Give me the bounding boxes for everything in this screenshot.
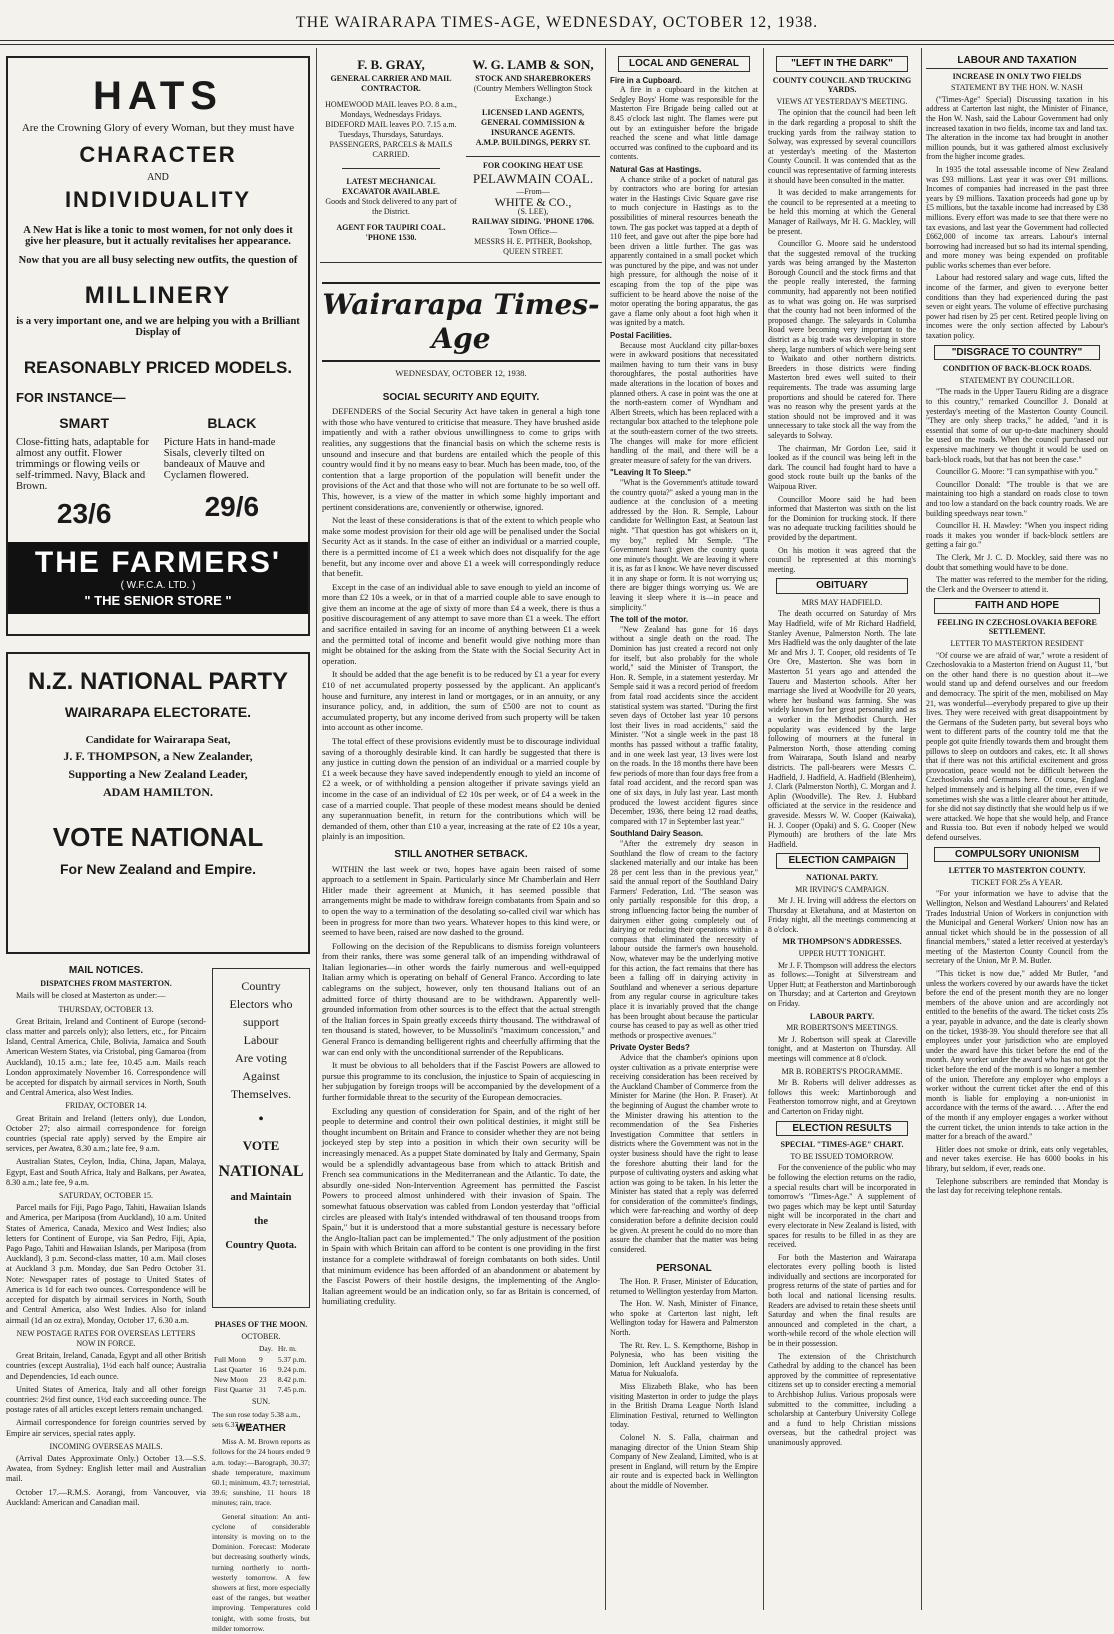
- local-and-general-column: [610, 52, 758, 1610]
- paragraph: Not the least of these considerations is that of the extent to which people who make some modest provision for their old age will be penalised under the Social Security Act as it stands. In the case of either an individual or a married couple, there is a permitted income of £1 a week which does not disqualify for the age benefit, but any income over and above £1 a week will correspondingly reduce that benefit.: [322, 515, 600, 579]
- section-subtitle: STATEMENT BY THE HON. W. NASH: [951, 83, 1083, 93]
- section-subtitle: DISPATCHES FROM MASTERTON.: [40, 979, 172, 989]
- ad-title: HATS: [93, 74, 223, 118]
- ad-heading: CHARACTER: [79, 142, 237, 167]
- ad-heading: PELAWMAIN COAL.: [472, 171, 594, 186]
- section-title: PHASES OF THE MOON.: [214, 1320, 308, 1329]
- ad-text: Are the Crowning Glory of every Woman, but they must have: [21, 122, 295, 134]
- ad-text: NATIONAL: [218, 1163, 304, 1180]
- ad-heading: N.Z. NATIONAL PARTY: [28, 668, 288, 695]
- paragraph: Miss Elizabeth Blake, who has been visiting Masterton in order to judge the plays in the British Drama League North Island Elimination Festival, returned to Wellington today.: [610, 1381, 758, 1430]
- paragraph: WITHIN the last week or two, hopes have again been raised of some approach to a settlement in Spain. Particularly since Mr Chamberlain and Herr Hitler made their agreement at Munich, it has seemed possible that arrangements might be made to withdraw foreign combatants from Spain and so to open the way to a termination of the desolating so-called civil war which has been in progress for more than two years. Whatever hopes to this kind were, or seemed to have been, raised are now dashed to the ground.: [322, 863, 600, 938]
- paragraph: The Rt. Rev. L. S. Kempthorne, Bishop in Polynesia, who has been visiting the Dominion, left Auckland yesterday by the Matua for Nukualofa.: [610, 1340, 758, 1379]
- paragraph: Excluding any question of consideration for Spain, and of the right of her people to determine and control their own political destinies, it might still be thought incumbent on Britain and France to consider whether they are not being jockeyed step by step into a position in which their own security will be increasingly menaced. As a puppet State dominated by Italy and Germany, Spain would be a splendidly advantageous base from which to attack British and French sea communications in the Mediterranean and the Atlantic. To date, the absurdly one-sided Non-Intervention Agreement has permitted the Fascist Powers to proceed almost unhindered with their invasion of Spain. The somewhat fatuous observation was cabled from London yesterday that "official circles are pleased with Italy's intended withdrawal of ten thousand troops from Spain," but it is understood that a more substantial gesture is necessary before the Anglo-Italian pact can be implemented." The only adjustment of the position in Spain with which Britain can afford to be content is one providing in the first instance for a complete withdrawal of foreign combatants on both sides. Until that minimum evidence has been afforded of an abandonment or abatement by the Fascist Powers of their hostile designs, the implementing of the Anglo-Italian agreement would be an indication only, so far as Britain is concerned, of humiliating credulity.: [322, 1105, 600, 1307]
- ad-text: AGENT FOR TAUPIRI COAL. 'PHONE 1530.: [336, 223, 446, 242]
- offer-title: SMART: [59, 415, 110, 431]
- paragraph: Advice that the chamber's opinions upon oyster cultivation as a private enterprise were receiving consideration has been received by the Auckland Chamber of Commerce from the Minister for Marine (the Hon. P. Fraser). At the beginning of August the chamber wrote to the Minister drawing his attention to the recommendation of the Sea Fisheries Investigation Committee that settlers in districts where the Government was not in the oyster business should have the right to lease the foreshore abutting their land for the purpose of cultivating oysters and asking what action was going to be taken. In his letter the Minister has stated that a reply was deferred for consideration of the committee's findings, which were far-reaching and worthy of deep consideration before a definite decision could be given. At present he could do no more than assure the chamber that the matter was being considered.: [610, 1052, 758, 1254]
- table-row: New Moon 23 8.42 p.m.: [214, 1375, 307, 1385]
- ad-text: STOCK AND SHAREBROKERS: [475, 74, 591, 83]
- hats-advertisement: [6, 56, 310, 636]
- table-header: Day.: [258, 1344, 273, 1354]
- sun-text: The sun rose today 5.38 a.m., sets 6.37 p.m.: [212, 1409, 301, 1429]
- ad-text: PASSENGERS, PARCELS & MAILS CARRIED.: [329, 140, 453, 159]
- ad-text: Candidate for Wairarapa Seat,: [85, 734, 231, 746]
- paragraph: Mr B. Roberts will deliver addresses as follows this week: Martinborough and Featherston tomorrow night, and at Greytown and Carterton on Friday night.: [768, 1078, 916, 1116]
- table-row: Last Quarter 16 9.24 p.m.: [214, 1364, 307, 1374]
- section-title: "DISGRACE TO COUNTRY": [934, 345, 1100, 361]
- paragraph: Councillor G. Moore said he understood that the suggested removal of the trucking yards was being arranged by the Masterton Borough Council and the stock firms and that the people really interested, the farming community, had apparently not been notified as to what was going on. He was surprised that the county had not been informed of the proposed change. The saleyards in Columba Road were becoming very important to the district as a big trade was developing in store sheep, large numbers of which were being sent to Waikato and other northern districts. Breeders in those districts were finding Masterton bred ewes well suited to their requirements. The trade was assuming large proportions and should be catered for. There was no reason why the present yards at the station should not be improved and it was unnecessary to take stock all the way from the saleyards to Solway.: [768, 239, 916, 440]
- paragraph: ("Times-Age" Special) Discussing taxation in his address at Carterton last night, the Minister of Finance, the Hon W. Nash, said the Labour Government had only increased taxation in two fields, income tax and land tax. The alteration in the income tax had brought in another million pounds, but it was gathered almost exclusively from the higher income grades.: [926, 94, 1108, 162]
- section-title: OBITUARY: [776, 578, 908, 594]
- ad-text: FOR COOKING HEAT USE: [483, 161, 583, 170]
- section-subtitle: MR THOMPSON'S ADDRESSES.: [782, 937, 902, 947]
- mail-text: Australian States, Ceylon, India, China, Japan, Malaya, Egypt, East and South Africa, Italy and Balkans, per Awatea, 8.30 a.m.; late fee, 9 a.m.: [6, 1157, 206, 1187]
- ad-text: —From—: [516, 187, 550, 196]
- paragraph: The opinion that the council had been left in the dark regarding a proposal to shift the trucking yards from the railway station to Solway, was expressed by several councillors at yesterday's meeting of the Masterton County Council. It was contended that as the council was representative of farming interests it should have been consulted in the matter.: [768, 108, 916, 185]
- ad-text: (Country Members Wellington Stock Exchange.): [473, 84, 593, 103]
- section-subtitle: COUNTY COUNCIL AND TRUCKING YARDS.: [772, 75, 912, 95]
- masthead-rule: [0, 40, 1114, 41]
- ad-text: Country: [241, 979, 281, 993]
- ad-text: A.M.P. BUILDINGS, PERRY ST.: [475, 138, 591, 147]
- ad-heading: REASONABLY PRICED MODELS.: [23, 358, 293, 377]
- lamb-advertisement: [466, 56, 600, 148]
- national-party-advertisement: [6, 652, 310, 954]
- column-divider: [763, 48, 764, 1610]
- offer-text: Close-fitting hats, adaptable for almost any outfit. Flower trimmings or flowing veils or self-trimmed. Navy, Black and Brown.: [16, 437, 149, 492]
- labour-and-taxation-column: [926, 52, 1108, 1610]
- coal-advertisement: [466, 156, 600, 261]
- masthead-rule-2: [0, 44, 1114, 45]
- ad-text: ADAM HAMILTON.: [102, 785, 213, 799]
- left-in-the-dark-column: [768, 52, 916, 1610]
- paragraph: Labour had restored salary and wage cuts, lifted the income of the farmer, and given to everyone better conditions than they had experienced during the past seven or eight years. The volume of effective purchasing power had risen by 25 per cent. Retired people living on incomes were the only section affected by Labour's taxation policy.: [926, 273, 1108, 341]
- mail-text: (Arrival Dates Approximate Only.) October 13.—S.S. Awatea, from Sydney: English letter mail and Australian mail.: [6, 1453, 206, 1484]
- ad-text: RAILWAY SIDING. 'PHONE 1706.: [471, 217, 595, 226]
- paragraph: Mr J. H. Irving will address the electors on Thursday at Eketahuna, and at Masterton on Friday night, all the meetings commencing at 8 o'clock.: [768, 896, 916, 934]
- ad-heading: F. B. GRAY,: [357, 57, 425, 72]
- offer-text: Picture Hats in hand-made Sisals, cleverly tilted on bandeaux of Mauve and Cyclamen flowered.: [163, 437, 276, 481]
- paragraph: The Hon. P. Fraser, Minister of Education, returned to Wellington yesterday from Marton.: [610, 1277, 758, 1296]
- paragraph: "New Zealand has gone for 16 days without a single death on the road. The Dominion has just created a record not only for itself, but also probably for the whole world," said the Minister of Transport, the Hon. R. Semple, in a statement yesterday. Mr Semple said it was a record period of freedom from fatal road accidents since the accident statistical system was started. "During the first seven days of October last year 10 persons lost their lives in road accidents," said the Minister. "Not a single week in the past 18 months has passed without a traffic fatality, and in one week last year, 13 lives were lost on the roads. In the 18 months there have been few periods of more than four days free from a fatal road accident, and the record span was one of six days, in July last year. Last month produced the lowest accident figures since December, 1936, there being 12 road deaths, compared with 17 in September last year.": [610, 624, 758, 826]
- section-subtitle: CONDITION OF BACK-BLOCK ROADS.: [942, 364, 1092, 374]
- paragraph: Telephone subscribers are reminded that Monday is the last day for receiving telephone rentals.: [926, 1176, 1108, 1196]
- ad-text: HOMEWOOD MAIL leaves P.O. 8 a.m., Mondays, Wednesdays Fridays.: [325, 100, 457, 119]
- section-title: LOCAL AND GENERAL: [618, 56, 750, 72]
- ad-offers: [16, 409, 300, 530]
- store-sub: ( W.F.C.A. LTD. ): [120, 580, 196, 591]
- section-subtitle: MR IRVING'S CAMPAIGN.: [795, 884, 889, 894]
- section-subtitle: MR ROBERTSON'S MEETINGS.: [786, 1023, 898, 1033]
- mail-text: United States of America, Italy and all other foreign countries: 2½d first ounce, 1½d each succeeding ounce. The postage rates of all articles except letters remain unchanged.: [6, 1384, 206, 1415]
- section-title: LABOUR AND TAXATION: [926, 56, 1108, 69]
- ad-text: A New Hat is like a tonic to most women, for not only does it give her pleasure, but it actually revitalises her appearance.: [23, 225, 293, 247]
- ad-text: LICENSED LAND AGENTS, GENERAL COMMISSION & INSURANCE AGENTS.: [480, 108, 585, 137]
- ad-text: is a very important one, and we are helping you with a Brilliant Display of: [16, 316, 300, 338]
- section-title: COMPULSORY UNIONISM: [934, 847, 1100, 863]
- mail-text: Mails will be closed at Masterton as under:—: [16, 991, 166, 1001]
- column-divider: [921, 48, 922, 1610]
- paragraph: Councillor G. Moore: "I can sympathise with you.": [936, 467, 1098, 477]
- paragraph: The death occurred on Saturday of Mrs May Hadfield, wife of Mr Richard Hadfield, Stanley Avenue, Palmerston North. The late Mrs Hadfield was the only daughter of the late Mr and Mrs J. T. Cooper, old residents of Te Ore Ore, Masterton. She was born in Masterton 51 years ago and attended the Taueru and Masterton schools. After her marriage she lived at Woodville for 20 years, where her husband was farming. She was widely known for her great personality and as a worker in the Methodist Church. Her popularity was evidenced by the large following of mourners at the funeral in Palmerston North, those attending coming from Wairarapa, South Island and nearby districts. The pall-bearers were Messrs C. Hadfield, J. Hadfield, A. Hadfield (Blenheim), J. Clark (Palmerston North), C. Morgan and J. Aplin (Woodville). The Rev. J. Hubbard officiated at the service in the residence and graveside. Messrs W. W. Cooper (Kaiwaka), H. J. Cooper (Opaki) and S. G. Cooper (New Plymouth) are brothers of the late Mrs Hadfield.: [768, 609, 916, 849]
- ad-text: J. F. THOMPSON, a New Zealander,: [63, 749, 253, 763]
- ad-text: MESSRS H. E. PITHER, Bookshop, QUEEN STREET.: [474, 237, 592, 256]
- section-subtitle: SPECIAL "TIMES-AGE" CHART.: [780, 1140, 904, 1150]
- ad-text: Against: [242, 1069, 280, 1083]
- paragraph: Colonel N. S. Falla, chairman and managing director of the Union Steam Ship Company of New Zealand, Limited, who is at present in England, will return by the Empire air route and is expected back in Wellington about the middle of November.: [610, 1432, 758, 1490]
- ad-text: the: [254, 1216, 268, 1227]
- paragraph: Following on the decision of the Republicans to dismiss foreign volunteers from their ranks, there was some general talk of an impending withdrawal of Italian legionaries—in other words the fairly numerous and well-equipped Italian army which is operating on behalf of General Franco. According to late cablegrams on the subject, however, only ten thousand Italians out of an admitted force of thirty thousand are to be withdrawn. Apparently well-grounded information from other sources is to the effect that the actual strength of the Italian forces in Spain greatly exceeds thirty thousand. The withdrawal of ten thousand is stated, however, to be Mussolini's "maximum concession," and General Franco is demanding belligerent rights and cheerfully affirming that the war can end only with the unconditional surrender of the Republicans.: [322, 940, 600, 1057]
- paragraph: Mr J. F. Thompson will address the electors as follows:—Tonight at Silverstream and Upper Hutt; at Featherston and Martinborough on Thursday; and at Carterton and Greytown on Friday.: [768, 960, 916, 1009]
- ad-text: Goods and Stock delivered to any part of the District.: [325, 197, 457, 216]
- paragraph: The matter was referred to the member for the riding, the Clerk and the Overseer to attend it.: [926, 575, 1108, 594]
- item-heading: Natural Gas at Hastings.: [610, 164, 702, 174]
- mail-text: October 17.—R.M.S. Aorangi, from Vancouver, via Auckland: American and Canadian mail.: [6, 1487, 206, 1507]
- ad-text: Town Office—: [508, 227, 558, 236]
- paragraph: A fire in a cupboard in the kitchen at Sedgley Boys' Home was responsible for the Masterton Fire Brigade being called out at 8.45 o'clock last night. The flames were put out by an extinguisher before the brigade reached the scene and what little damage occurred was confined to the cupboard and its contents.: [610, 85, 758, 162]
- editorial-heading: SOCIAL SECURITY AND EQUITY.: [382, 391, 540, 403]
- section-subtitle: VIEWS AT YESTERDAY'S MEETING.: [776, 96, 908, 106]
- ad-text: Themselves.: [230, 1087, 292, 1101]
- item-heading: The toll of the motor.: [610, 615, 689, 625]
- column-divider: [316, 48, 317, 1610]
- item-heading: Postal Facilities.: [610, 331, 672, 341]
- section-title: FAITH AND HOPE: [934, 598, 1100, 614]
- ad-subheading: WAIRARAPA ELECTORATE.: [64, 704, 252, 720]
- editorial-column: [322, 268, 600, 1610]
- ad-heading: INDIVIDUALITY: [64, 187, 252, 212]
- section-subtitle: TICKET FOR 25s A YEAR.: [971, 877, 1063, 887]
- masthead: THE WAIRARAPA TIMES-AGE, WEDNESDAY, OCTOBER 12, 1938.: [295, 14, 819, 31]
- ad-text: For New Zealand and Empire.: [59, 861, 257, 877]
- section-title: WEATHER: [236, 1423, 286, 1434]
- section-subtitle: INCREASE IN ONLY TWO FIELDS: [952, 71, 1082, 81]
- paragraph: "This ticket is now due," added Mr Butler, "and unless the workers covered by our awards have the ticket before the end of the present month they are no longer members of the above union and are accordingly not entitled to the benefits of the award. The ticket costs 25s a year, payable in advance, and the date is clearly shown on the ticket, 1938-39. You should therefore see that all employees under your jurisdiction who are employed under the award have this ticket before the end of the month. Any worker under the award who has not got the ticket before the end of the month is no longer a member of the union. Therefore any employer who employs a worker without the current ticket after the end of this month is liable for employing a non-unionist in accordance with the terms of the award. . . . After the end of the month if any employer engages a worker without the current ticket, the union intends to take action in the matter for a breach of the award.": [926, 969, 1108, 1142]
- item-heading: Fire in a Cupboard.: [610, 75, 682, 85]
- bullet-icon: •: [258, 1111, 264, 1128]
- ad-text: FOR INSTANCE—: [16, 390, 126, 405]
- paragraph: The chairman, Mr Gordon Lee, said it looked as if the council was being left in the dark. The council had fought hard to have a good stock route built up the banks of the Waipoua River.: [768, 443, 916, 491]
- weather-text: General situation: An anti-cyclone of considerable intensity is moving on to the Dominion. Forecast: Moderate but decreasing southerly winds, turning northerly to north-westerly tomorrow. A few showers at first, more especially east of the ranges, but weather improving. Temperatures cold tonight, with some frosts, but milder tomorrow.: [212, 1511, 310, 1633]
- item-heading: "Leaving It To Sleep.": [610, 468, 691, 478]
- weather-text: Miss A. M. Brown reports as follows for the 24 hours ended 9 a.m. today:—Barograph, 30.37; shade temperature, maximum 60.1; minimum, 43.7; terrestrial, 39.6; sunshine, 11 hours 18 minutes; rain, trace.: [212, 1437, 310, 1508]
- section-subtitle: LETTER TO MASTERTON RESIDENT: [950, 639, 1084, 649]
- offer-black: [164, 409, 300, 530]
- ad-heading: W. G. LAMB & SON,: [472, 57, 594, 72]
- section-subtitle: NATIONAL PARTY.: [805, 872, 879, 882]
- paragraph: "What is the Government's attitude toward the country quota?" asked a young man in the audience at the conclusion of a meeting addressed by the Hon. R. Semple, Labour candidate for Wellington East, at Seatoun last night. "That question has got whiskers on it, my boy," replied Mr Semple. "The Government hasn't given the country quota one minute's thought. We are leaving it where it is, as far as I know. We have never discussed it in any shape or form. It is not worrying us; there are bigger things worrying us. We are leaving it sleep where it is—in peace and simplicity.": [610, 477, 758, 612]
- section-title: "LEFT IN THE DARK": [776, 56, 908, 72]
- paragraph: "Of course we are afraid of war," wrote a resident of Czechoslovakia to a Masterton friend on August 11, "but on the other hand there is no question about it—we would stand up and defend ourselves and our freedom and democracy. The spirit of the men, mobilised on May 21, was wonderful—everybody prepared to give up their lives. They were received with great disappointment by the Germans of the Sudeten party, but several boys who went to different parts of the country told me that the people got quite friendly towards them and brought them pillows to sleep on outdoors and cakes, etc. It all shows that if there was not this artificial excitement and gross provocation, peace would not be difficult between the Czechoslovaks and Germans here. Of course, England helped immensely and is helping all the time, even if we sometimes wish she was a little clearer about her attitude, for she did not say distinctly that she would help us if we were attacked. We hope that she would help, and France and Russia too. But even if nobody helped we would defend ourselves.: [926, 650, 1108, 842]
- paragraph: Hitler does not smoke or drink, eats only vegetables, and never takes exercise. He has 6000 books in his library, but seldom, if ever, reads one.: [926, 1144, 1108, 1173]
- paragraph: It should be added that the age benefit is to be reduced by £1 a year for every £10 of net accumulated property possessed by the applicant. An applicant's house and furniture, any interest in land or mortgages, or in an annuity, or any insurance policy, and, in addition, the sum of £500 are not to count as accumulated property, but any income derived from such property will be taken into account as other income.: [322, 669, 600, 733]
- paragraph: "For your information we have to advise that the Wellington, Nelson and Westland Labourers' and Related Trades Industrial Union of Workers in conjunction with the Municipal and General Workers' Union now has an annual ticket which should be in the possession of all financial members," stated a letter received at yesterday's meeting of the Masterton County Council from the secretary of the Union, Mr P. M. Butler.: [926, 889, 1108, 966]
- offer-price: 29/6: [204, 491, 260, 522]
- paragraph: It must be obvious to all beholders that if the Fascist Powers are allowed to pursue this programme to its conclusion, the injustice to Spain of acquiescing in her subjugation by foreign troops will be accompanied by the development of a further formidable threat to the security of the European democracies.: [322, 1060, 600, 1102]
- section-subtitle: FEELING IN CZECHOSLOVAKIA BEFORE SETTLEMENT.: [937, 617, 1097, 637]
- mail-text: Great Britain, Ireland, Canada, Egypt and all other British countries (except Australia), 1½d each half ounce; Australia and Dependencies, 1d each ounce.: [6, 1351, 206, 1381]
- ad-text: VOTE: [242, 1138, 280, 1153]
- ad-text: Supporting a New Zealand Leader,: [68, 767, 248, 781]
- section-title: ELECTION RESULTS: [776, 1121, 908, 1137]
- section-title: PERSONAL: [656, 1263, 712, 1275]
- section-subtitle: MRS MAY HADFIELD.: [801, 597, 883, 607]
- ad-text: support: [243, 1015, 279, 1029]
- table-row: First Quarter 31 7.45 p.m.: [214, 1385, 307, 1395]
- ad-text: AND: [147, 172, 169, 183]
- gray-advertisement: [322, 56, 460, 256]
- section-subtitle: LETTER TO MASTERTON COUNTY.: [948, 866, 1086, 876]
- paragraph: For the convenience of the public who may be following the election returns on the radio, a special results chart will be incorporated in tomorrow's "Times-Age." A supplement of two pages which may be kept until Saturday night will be incorporated in the chart and every electorate in New Zealand is listed, with spaces for results to be filled in as they are received.: [768, 1163, 916, 1250]
- section-subtitle: UPPER HUTT TONIGHT.: [798, 949, 886, 959]
- offer-smart: [16, 409, 152, 530]
- ad-text: GENERAL CARRIER AND MAIL CONTRACTOR.: [330, 74, 452, 93]
- paragraph: The total effect of these provisions evidently must be to discourage individual saving of a thoroughly desirable kind. It can hardly be suggested that there is any justice in cutting down the pension of an individual or a married couple by £1 a week because they have saved independently enough to yield an income of £2 a week, or of withholding a pension altogether if private savings yield an income in the case of an individual of £2 10s per week, or of £4 a week in the case of a married couple. That people of these modest means should be denied any superannuation benefit, in return for the contributions which will be demanded of them, other than £10 a year, increasing at the rate of £2 10s a year, plainly is an imposition.: [322, 736, 600, 842]
- paragraph: Councillor H. H. Mawley: "When you inspect riding roads it makes you wonder if back-block settlers are getting a fair go.": [926, 521, 1108, 550]
- mail-text: Parcel mails for Fiji, Pago Pago, Tahiti, Hawaiian Islands and America, per Mariposa (from Auckland), 10 a.m. United States of America, Canada, Mexico and West Indies; also letters for Continent of Europe, via San Pedro, Fiji, Apia, Pago Pago, Tahiti and Hawaiian Islands, per Mariposa (from Auckland), 3 p.m. Second-class matter, 10 a.m. Mail closes at Auckland 3 p.m. Monday, due San Pedro October 31. Note: Newspaper rates of postage to United States of America is 1d for each two ounces. Correspondence will be accepted for dispatch by airmail services in North, South and Central America, also West Indies. Also for inland airmail (1d an oz extra), Monday, October 17, 6.30 a.m.: [6, 1203, 206, 1325]
- section-subtitle: STATEMENT BY COUNCILLOR.: [959, 375, 1075, 385]
- moon-table: [212, 1344, 310, 1395]
- month-label: OCTOBER.: [241, 1332, 281, 1342]
- ad-text: Electors who: [229, 997, 293, 1011]
- table-row: Full Moon 9 5.37 p.m.: [214, 1354, 307, 1364]
- paragraph: It was decided to make arrangements for the council to be represented at a meeting to be held this morning at which the General Manager of Railways, Mr H. G. Mackley, will be present.: [768, 188, 916, 236]
- section-subtitle: MR B. ROBERTS'S PROGRAMME.: [781, 1066, 903, 1076]
- paragraph: For both the Masterton and Wairarapa electorates every polling booth is listed individually and sections are incorporated for progress returns of the state of parties and for both local and national licensing results. Readers are advised to retain these sheets until Saturday and when the final results are announced and completed in the chart, a worth-while record of the whole election will be in their possession.: [768, 1252, 916, 1349]
- paragraph: The extension of the Christchurch Cathedral by adding to the chancel has been approved by the committee of representative citizens set up to consider erecting a memorial to Archbishop Julius. Various proposals were submitted to the committee, including a scholarship at Canterbury University College and a fund to help Christian missions overseas, but the cathedral project was unanimously approved.: [768, 1351, 916, 1447]
- paragraph: "After the extremely dry season in Southland the flow of cream to the factory slackened materially and our intake has been 28 per cent less than in the previous year," said the annual report of the Southland Dairy Farmers' Federation, Ltd. "The season was only partially responsible for this drop, a strong influencing factor being the number of dairymen either going completely out of dairying or reducing their operations within a compass that eliminated the necessity of labour outside the farmer's own household. Now, whatever may be the underlying motive for this action, the fact remains that there has been a falling off in dairying activity in Southland and whenever a serious departure from any regular course in agriculture takes place it is invariably proved that the change has been brought about because the particular course has ceased to pay as well as other tried methods or prospective avenues.": [610, 838, 758, 1040]
- paragraph: DEFENDERS of the Social Security Act have taken in general a high tone with those who have ventured to criticise that measure. They have brushed aside impatiently and with a rather obvious unwillingness to come to grips with realities, any suggestions that the financial basis on which the scheme rests is unsound and insecure and that burdens are entailed which the people of this country would find it by no means easy to bear. Much has been made, too, of the contention that a large proportion of the population will benefit under the provisions of the Act and that those who will not are fortunate to be so well off. This, however, is a view of the matter in which some highly important and pertinent considerations are, conveniently or otherwise, ignored.: [322, 406, 600, 512]
- sun-label: SUN.: [251, 1397, 270, 1407]
- section-title: ELECTION CAMPAIGN: [776, 853, 908, 869]
- paragraph: "The roads in the Upper Taueru Riding are a disgrace to this country," remarked Councillor J. Donald at yesterday's meeting of the Masterton County Council. "They are only sheep tracks," he added, "and it is essential that some of our up-to-date machinery should be used on the roads. When the council purchased our expensive machinery we thought it would be used on back-block roads, but that has not been the case.": [926, 387, 1108, 464]
- column-divider: [605, 48, 606, 1610]
- ad-text: Labour: [243, 1033, 279, 1047]
- ad-text: Are voting: [235, 1051, 287, 1065]
- ad-text: Country Quota.: [225, 1240, 297, 1251]
- section-title: MAIL NOTICES.: [68, 965, 144, 976]
- mail-day: NEW POSTAGE RATES FOR OVERSEAS LETTERS NOW IN FORCE.: [16, 1328, 196, 1348]
- mail-notices: [6, 962, 206, 1610]
- newspaper-nameplate: Wairarapa Times-Age: [322, 282, 600, 362]
- ad-heading: VOTE NATIONAL: [52, 822, 264, 852]
- farmers-banner: [8, 542, 308, 614]
- mail-day: THURSDAY, OCTOBER 13.: [58, 1004, 154, 1014]
- paragraph: In 1935 the total assessable income of New Zealand was £93 millions. Last year it was over £91 millions. Incomes of companies had increased in the past three years by £9 millions. Taxation proceeds had gone up by £5 millions, but the taxable income had increased by £38 millions. Every effort was made to see that there were no tax evasions, and last year the Government had collected £662,000 of income tax arrears. Labour's internal borrowing had increased but so had its internal spending, and more money was being expended on profitable public works schemes than ever before.: [926, 164, 1108, 270]
- ad-text: BIDEFORD MAIL leaves P.O. 7.15 a.m. Tuesdays, Thursdays, Saturdays.: [325, 120, 457, 139]
- ad-text: and Maintain: [230, 1192, 292, 1203]
- ad-heading: WHITE & CO.,: [494, 195, 572, 209]
- ad-text: (S. LEE),: [517, 207, 549, 216]
- paragraph: On his motion it was agreed that the council be represented at this morning's meeting.: [768, 545, 916, 574]
- store-slogan: " THE SENIOR STORE ": [84, 593, 232, 608]
- offer-price: 23/6: [56, 498, 112, 529]
- mail-text: Airmail correspondence for foreign countries served by Empire air services, special rates apply.: [6, 1418, 206, 1438]
- issue-date: WEDNESDAY, OCTOBER 12, 1938.: [395, 368, 527, 378]
- paragraph: The Clerk, Mr J. C. D. Mockley, said there was no doubt that something would have to be done.: [926, 552, 1108, 572]
- item-heading: Private Oyster Beds?: [610, 1043, 690, 1053]
- paragraph: A chance strike of a pocket of natural gas by contractors who are boring for artesian water in the Hastings Civic Square gave rise to much conjecture in Hastings as to the possibilities of mineral resources beneath the town. The gas pocket was tapped at a depth of 110 feet, and gave out after the pipe bore had been driven a little further. The gas was apparently contained in a small pocket which was punctured by the pipe, and was not under high pressure, for although the noise of it escaping from the top of the pipe was sufficient to be heard above the noise of the motor operating the boring apparatus, the gas gave a flame only about a foot high when it was ignited by a match.: [610, 174, 758, 328]
- table-header: Hr. m.: [277, 1344, 297, 1354]
- country-quota-advertisement: [212, 968, 310, 1308]
- divider: [320, 262, 602, 263]
- paragraph: Mr J. Robertson will speak at Clareville tonight, and at Masterton on Thursday. All meetings will commence at 8 o'clock.: [768, 1034, 916, 1063]
- mail-day: INCOMING OVERSEAS MAILS.: [49, 1441, 163, 1451]
- paragraph: Councillor Moore said he had been informed that Masterton was sixth on the list for the Dominion for trucking stock. If there was no adequate trucking facilities should be provided by the department.: [768, 494, 916, 542]
- paragraph: Because most Auckland city pillar-boxes were in awkward positions that necessitated mailmen having to turn their vans in busy thoroughfares, the postal authorities have made alterations in the location of boxes and planned others. A case in point was the one at the north-eastern corner of Wyndham and Albert Streets, which has been replaced with a rectangular box attached to the telephone pole at the south-eastern corner of the two streets. The changes will make for more efficient handling of the mail, and there will be a greater measure of safety for the van drivers.: [610, 340, 758, 465]
- section-subtitle: LABOUR PARTY.: [809, 1011, 875, 1021]
- mail-day: SATURDAY, OCTOBER 15.: [58, 1191, 154, 1201]
- ad-text: LATEST MECHANICAL EXCAVATOR AVAILABLE.: [342, 177, 440, 196]
- mail-text: Great Britain, Ireland and Continent of Europe (second-class matter and parcels only); also letters, etc., for Pitcairn Island, Central America, Chile, Bolivia, Jamaica and South American Western States, via Cristobal, ping Gamaroa (from Auckland), 10.15 a.m.; late fee, 10.45 a.m. Mails reach London approximately November 16. Correspondence will be accepted for dispatch by airmail services in North, South and Central America, also West Indies.: [6, 1016, 206, 1098]
- weather: [212, 1420, 310, 1633]
- paragraph: Councillor Donald: "The trouble is that we are maintaining too high a standard on roads close to town and too low a standard on the back country roads. We are building speedways near town.": [926, 479, 1108, 518]
- offer-title: BLACK: [207, 415, 257, 431]
- paragraph: Except in the case of an individual able to save enough to yield an income of more than £2 10s a week, or in that of a married couple able to save enough to give them an income at the age of sixty of more than £4 a week, there is thus a positive discouragement of any attempt to save more than £1 a week. The effort and sacrifice entailed in saving for an income of anything between £1 a week and the permitted total of income and benefit would give nothing more than might be obtained for the asking from the State with the Social Security Act in operation.: [322, 581, 600, 666]
- mail-day: FRIDAY, OCTOBER 14.: [65, 1101, 147, 1111]
- mail-text: Great Britain and Ireland (letters only), due London, October 27; also airmail correspondence for foreign countries (special rate apply) served by the Empire air services, per Awatea, 8.30 a.m.; late fee, 9 a.m.: [6, 1113, 206, 1154]
- ad-text: Now that you are all busy selecting new outfits, the question of: [18, 255, 298, 266]
- section-subtitle: TO BE ISSUED TOMORROW.: [790, 1151, 894, 1161]
- ad-heading: MILLINERY: [84, 282, 232, 309]
- paragraph: The Hon. W. Nash, Minister of Finance, who spoke at Carterton last night, left Wellington today for Hawera and Palmerston North.: [610, 1299, 758, 1337]
- store-name: THE FARMERS': [34, 546, 282, 579]
- editorial-heading: STILL ANOTHER SETBACK.: [394, 848, 528, 860]
- item-heading: Southland Dairy Season.: [610, 829, 703, 839]
